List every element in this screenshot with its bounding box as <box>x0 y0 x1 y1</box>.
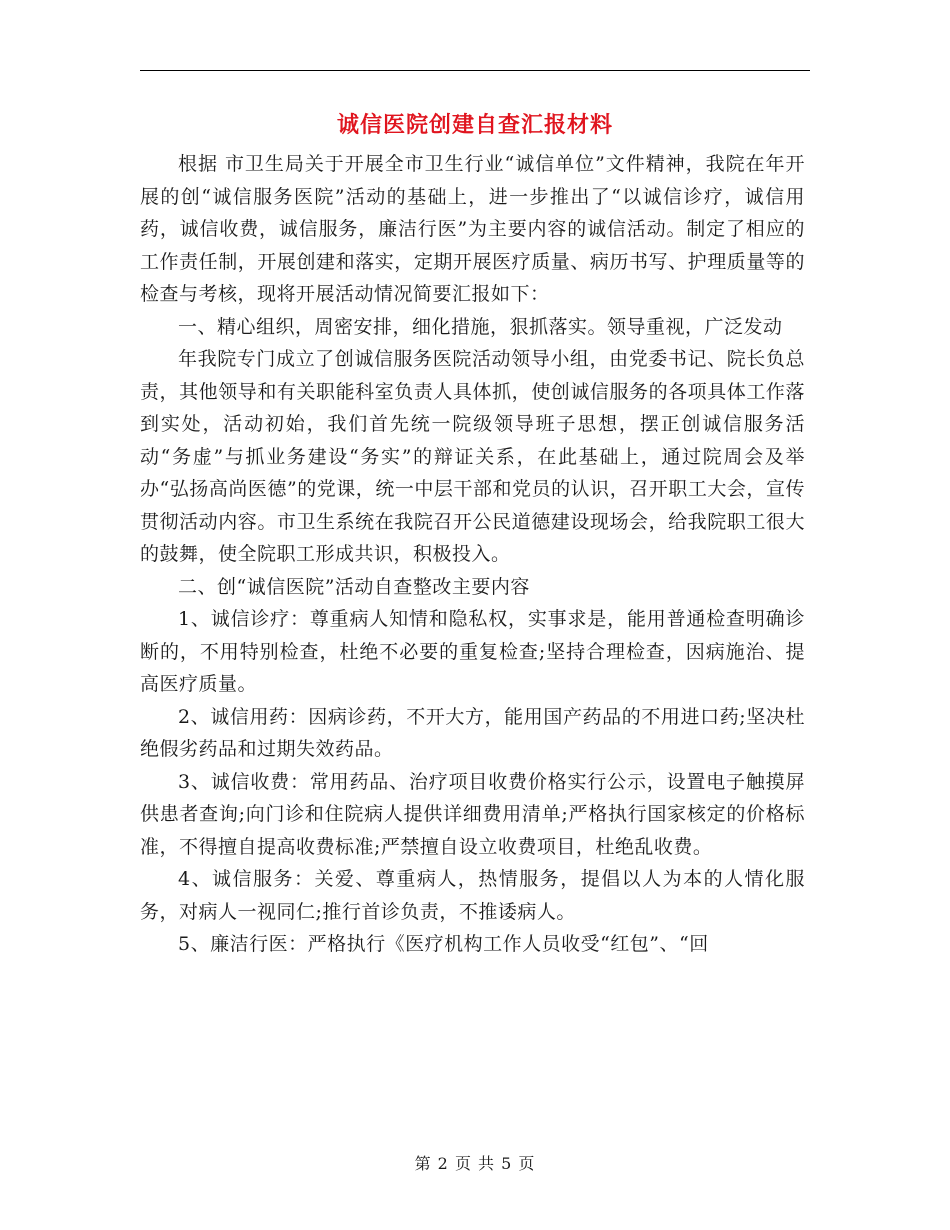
header-rule <box>140 70 810 71</box>
section-heading-2: 二、创“诚信医院”活动自查整改主要内容 <box>178 575 530 598</box>
page-number-footer: 第 2 页 共 5 页 <box>414 1154 536 1173</box>
paragraph-organization: 年我院专门成立了创诚信服务医院活动领导小组，由党委书记、院长负总责，其他领导和有关职能科室负责人具体抓，使创诚信服务的各项具体工作落到实处，活动初始，我们首先统一院级领导班子思想，摆正创诚信服务活动“务虚”与抓业务建设“务实”的辩证关系，在此基础上，通过院周会及举办“弘扬高尚医德”的党课，统一中层干部和党员的认识，召开职工大会，宣传贯彻活动内容。市卫生系统在我院召开公民道德建设现场会，给我院职工很大的鼓舞，使全院职工形成共识，积极投入。 <box>140 348 805 565</box>
paragraph-item-2: 2、诚信用药：因病诊药，不开大方，能用国产药品的不用进口药;坚决杜绝假劣药品和过期失效药品。 <box>140 705 805 760</box>
paragraph-intro: 根据 市卫生局关于开展全市卫生行业“诚信单位”文件精神，我院在年开展的创“诚信服务医院”活动的基础上，进一步推出了“以诚信诊疗，诚信用药，诚信收费，诚信服务，廉洁行医”为主要内容的诚信活动。制定了相应的工作责任制，开展创建和落实，定期开展医疗质量、病历书写、护理质量等的检查与考核，现将开展活动情况简要汇报如下： <box>140 153 805 305</box>
section-heading-1: 一、精心组织，周密安排，细化措施，狠抓落实。领导重视，广泛发动 <box>178 315 783 338</box>
paragraph-item-5: 5、廉洁行医：严格执行《医疗机构工作人员收受“红包”、“回 <box>178 933 709 955</box>
paragraph-item-1: 1、诚信诊疗：尊重病人知情和隐私权，实事求是，能用普通检查明确诊断的，不用特别检查，杜绝不必要的重复检查;坚持合理检查，因病施治、提高医疗质量。 <box>140 608 805 695</box>
paragraph-item-4: 4、诚信服务：关爱、尊重病人，热情服务，提倡以人为本的人情化服务，对病人一视同仁;推行首诊负责，不推诿病人。 <box>140 868 805 923</box>
document-body <box>140 148 805 961</box>
document-title: 诚信医院创建自查汇报材料 <box>336 112 613 138</box>
paragraph-item-3: 3、诚信收费：常用药品、治疗项目收费价格实行公示，设置电子触摸屏供患者查询;向门诊和住院病人提供详细费用清单;严格执行国家核定的价格标准，不得擅自提高收费标准;严禁擅自设立收费项目，杜绝乱收费。 <box>140 770 805 858</box>
